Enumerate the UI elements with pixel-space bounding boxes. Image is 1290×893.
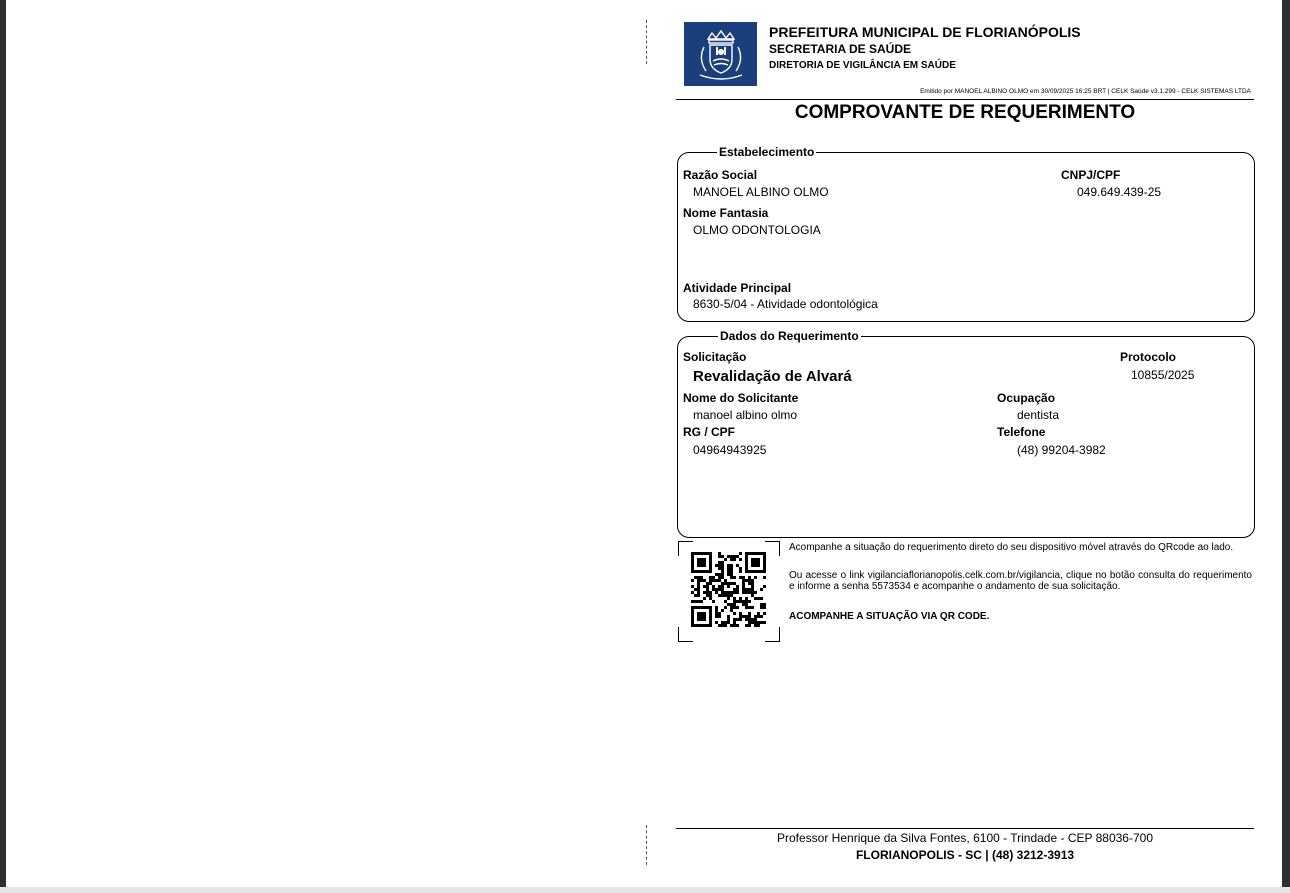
nome-fantasia-value: OLMO ODONTOLOGIA	[693, 223, 821, 237]
rg-cpf-value: 04964943925	[693, 443, 767, 457]
emission-info: Emitido por MANOEL ALBINO OLMO em 30/09/2025 16:25 BRT | CELK Saúde v3.1.299 - CELK SISTEMAS LTDA	[920, 88, 1251, 95]
header-diretoria: DIRETORIA DE VIGILÂNCIA EM SAÚDE	[769, 60, 956, 71]
requerimento-legend: Dados do Requerimento	[720, 329, 859, 343]
protocolo-value: 10855/2025	[1131, 368, 1195, 382]
telefone-value: (48) 99204-3982	[1017, 443, 1106, 457]
footer-city-phone: FLORIANOPOLIS - SC | (48) 3212-3913	[855, 848, 1075, 862]
header-prefeitura: PREFEITURA MUNICIPAL DE FLORIANÓPOLIS	[769, 24, 1081, 40]
viewer-right-edge	[1282, 0, 1290, 893]
fold-mark-top	[646, 20, 647, 64]
cnpj-value: 049.649.439-25	[1077, 185, 1162, 199]
nome-solicitante-value: manoel albino olmo	[693, 408, 798, 422]
atividade-label: Atividade Principal	[683, 281, 792, 295]
qr-code[interactable]	[691, 552, 766, 627]
viewer-bottom-edge	[0, 887, 1290, 893]
fold-mark-bottom	[646, 825, 647, 865]
cnpj-label: CNPJ/CPF	[1061, 168, 1121, 182]
razao-social-label: Razão Social	[683, 168, 758, 182]
header-secretaria: SECRETARIA DE SAÚDE	[769, 42, 912, 56]
header-rule	[676, 99, 1254, 100]
rg-cpf-label: RG / CPF	[683, 425, 736, 439]
solicitacao-label: Solicitação	[683, 350, 747, 364]
qr-frame-corner	[765, 627, 780, 642]
qr-modules	[691, 552, 766, 627]
qr-frame-corner	[765, 541, 780, 556]
razao-social-value: MANOEL ALBINO OLMO	[693, 185, 829, 199]
protocolo-label: Protocolo	[1120, 350, 1176, 364]
document-title: COMPROVANTE DE REQUERIMENTO	[794, 102, 1136, 123]
qr-frame-corner	[678, 627, 693, 642]
ocupacao-value: dentista	[1017, 408, 1060, 422]
estabelecimento-legend: Estabelecimento	[719, 145, 815, 159]
coat-of-arms-logo	[684, 22, 757, 86]
nome-fantasia-label: Nome Fantasia	[683, 206, 769, 220]
solicitacao-value: Revalidação de Alvará	[693, 368, 852, 385]
qr-instruction-text: Acompanhe a situação do requerimento direto do seu dispositivo móvel através do QRcode ao lado.	[789, 542, 1234, 553]
qr-call-to-action: ACOMPANHE A SITUAÇÃO VIA QR CODE.	[789, 611, 990, 622]
nome-solicitante-label: Nome do Solicitante	[683, 391, 799, 405]
footer-address: Professor Henrique da Silva Fontes, 6100 - Trindade - CEP 88036-700	[777, 831, 1153, 845]
footer-rule	[676, 828, 1254, 829]
crest-icon	[690, 25, 752, 83]
qr-link-text: Ou acesse o link vigilanciaflorianopolis.celk.com.br/vigilancia, clique no botão consulta do requerimento e informe a senha 5573534 e acompanhe o andamento de sua solicitação.	[789, 570, 1252, 592]
atividade-value: 8630-5/04 - Atividade odontológica	[693, 297, 878, 311]
estabelecimento-section	[677, 145, 1255, 322]
telefone-label: Telefone	[997, 425, 1046, 439]
ocupacao-label: Ocupação	[997, 391, 1056, 405]
requerimento-section	[677, 329, 1255, 538]
